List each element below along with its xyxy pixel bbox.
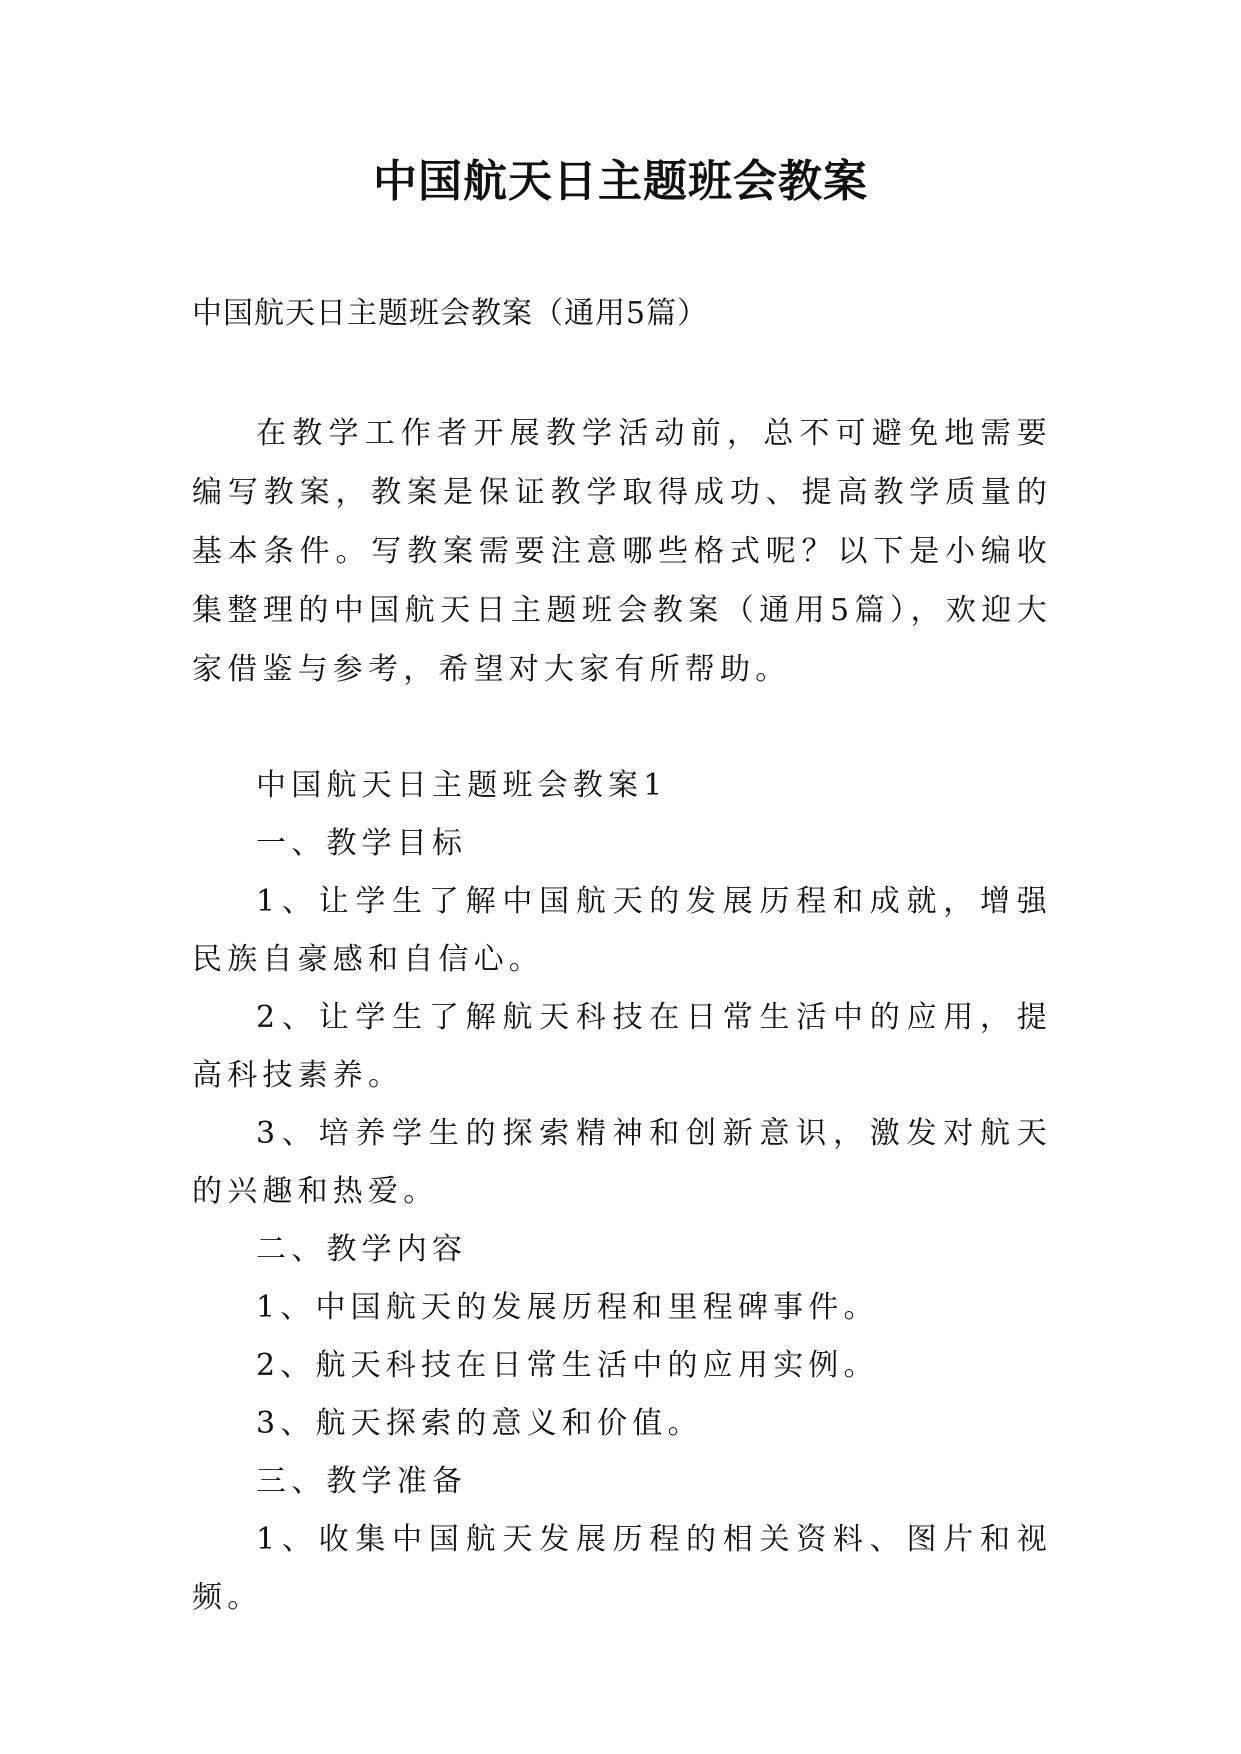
content-item-3: 3、航天探索的意义和价值。 (256, 1406, 703, 1441)
part3-heading: 三、教学准备 (256, 1464, 468, 1499)
part2-heading: 二、教学内容 (256, 1232, 468, 1267)
document-subtitle: 中国航天日主题班会教案（通用5篇） (192, 296, 709, 331)
goal-item-1: 1、让学生了解中国航天的发展历程和成就，增强民族自豪感和自信心。 (192, 884, 1052, 977)
section-heading: 中国航天日主题班会教案1 (256, 768, 668, 803)
prep-item-1: 1、收集中国航天发展历程的相关资料、图片和视频。 (192, 1522, 1052, 1615)
lesson-plan-body (192, 757, 1052, 1627)
goal-item-3: 3、培养学生的探索精神和创新意识，激发对航天的兴趣和热爱。 (192, 1116, 1052, 1209)
content-item-1: 1、中国航天的发展历程和里程碑事件。 (256, 1290, 879, 1325)
part1-heading: 一、教学目标 (256, 826, 468, 861)
goal-item-2: 2、让学生了解航天科技在日常生活中的应用，提高科技素养。 (192, 1000, 1052, 1093)
document-title: 中国航天日主题班会教案 (373, 156, 868, 207)
content-item-2: 2、航天科技在日常生活中的应用实例。 (256, 1348, 879, 1383)
intro-paragraph: 在教学工作者开展教学活动前，总不可避免地需要编写教案，教案是保证教学取得成功、提高教学质量的基本条件。写教案需要注意哪些格式呢？以下是小编收集整理的中国航天日主题班会教案（通用5篇），欢迎大家借鉴与参考，希望对大家有所帮助。 (192, 416, 1052, 687)
